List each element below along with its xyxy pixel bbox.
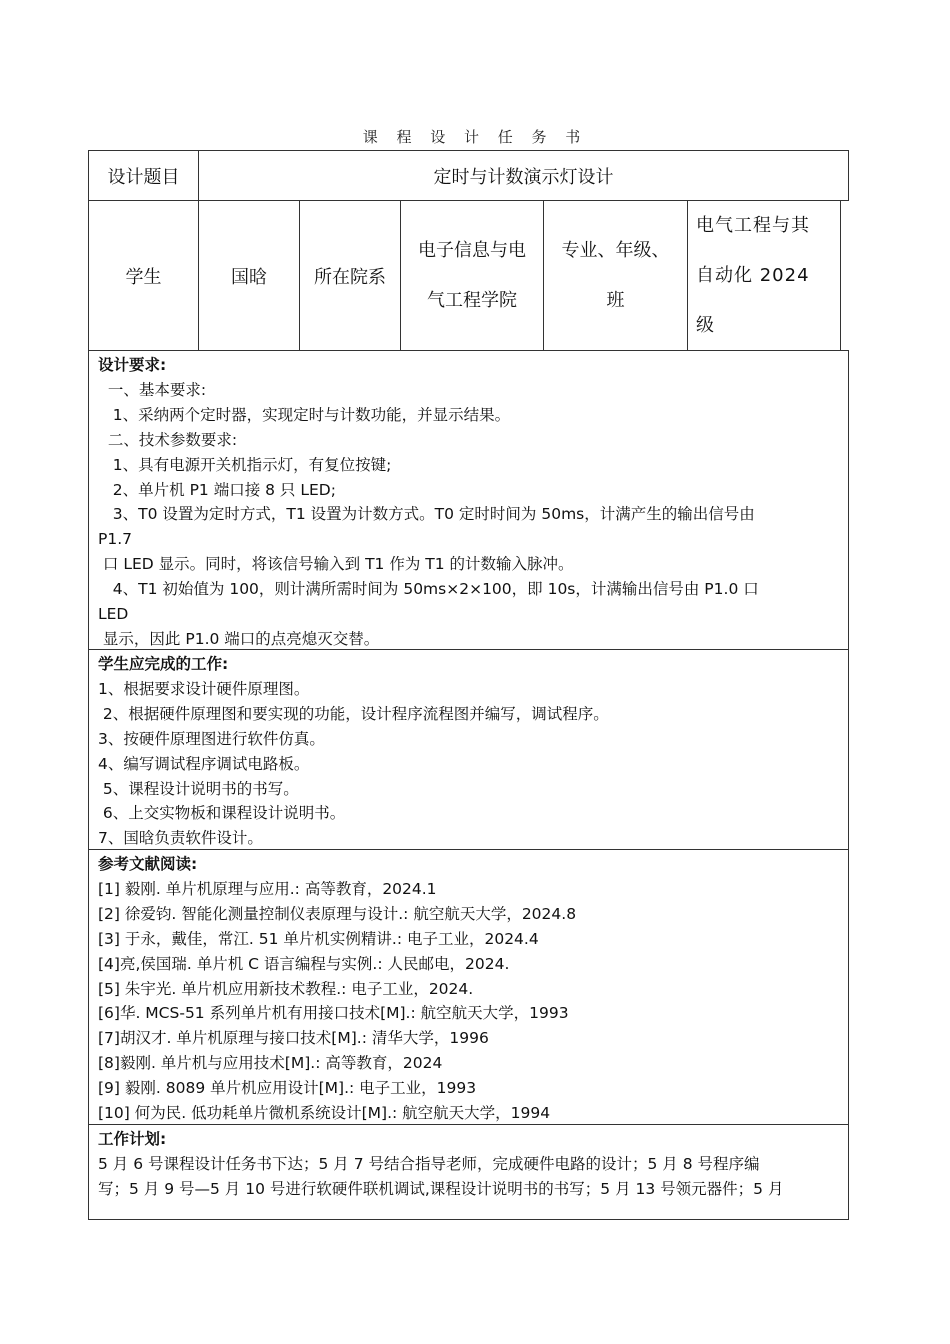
reference-item: [1] 毅刚. 单片机原理与应用.: 高等教育，2024.1 [98,879,437,898]
references-section [88,850,849,1125]
tasks-line: 2、根据硬件原理图和要实现的功能，设计程序流程图并编写，调试程序。 [98,704,609,723]
requirements-line: 二、技术参数要求: [98,430,238,449]
student-label: 学生 [89,201,199,350]
reference-item: [6]华. MCS-51 系列单片机有用接口技术[M].: 航空航天大学，1993 [98,1004,569,1023]
requirements-line: 一、基本要求: [98,380,207,399]
document-title: 课 程 设 计 任 务 书 [362,128,588,146]
requirements-line: 3、T0 设置为定时方式，T1 设置为计数方式。T0 定时时间为 50ms，计满产生的输出信号由 [98,505,755,524]
plan-section [88,1125,849,1220]
reference-item: [7]胡汉才. 单片机原理与接口技术[M].: 清华大学，1996 [98,1029,489,1048]
department-label: 所在院系 [300,201,401,350]
major-value-line2: 自动化 2024 [696,264,810,286]
plan-line: 写；5 月 9 号—5 月 10 号进行软硬件联机调试,课程设计说明书的书写；5 月 13 号领元器件；5 月 [98,1179,784,1198]
major-label [544,201,688,350]
tasks-line: 7、国晗负责软件设计。 [98,829,263,848]
requirements-line: 显示，因此 P1.0 端口的点亮熄灭交替。 [98,629,380,648]
reference-item: [10] 何为民. 低功耗单片微机系统设计[M].: 航空航天大学，1994 [98,1104,551,1123]
requirements-section [88,350,849,650]
reference-item: [4]亮,侯国瑞. 单片机 C 语言编程与实例.: 人民邮电，2024. [98,954,510,973]
major-value-line1: 电气工程与其 [696,214,810,236]
major-value [688,201,840,350]
design-title-label: 设计题目 [89,151,199,200]
plan-line: 5 月 6 号课程设计任务书下达；5 月 7 号结合指导老师，完成硬件电路的设计；5 月 8 号程序编 [98,1154,760,1173]
tasks-line: 5、课程设计说明书的书写。 [98,779,299,798]
tasks-line: 1、根据要求设计硬件原理图。 [98,679,310,698]
requirements-line: 1、具有电源开关机指示灯，有复位按键; [98,455,392,474]
reference-item: [9] 毅刚. 8089 单片机应用设计[M].: 电子工业，1993 [98,1079,477,1098]
reference-item: [2] 徐爱钧. 智能化测量控制仪表原理与设计.: 航空航天大学，2024.8 [98,904,577,923]
major-label-line1: 专业、年级、 [561,239,670,261]
requirements-line: LED [98,605,129,624]
major-value-line3: 级 [696,314,715,336]
design-title-value: 定时与计数演示灯设计 [433,166,614,188]
student-name: 国晗 [199,201,300,350]
references-heading: 参考文献阅读: [98,855,198,873]
reference-item: [5] 朱宇光. 单片机应用新技术教程.: 电子工业，2024. [98,979,474,998]
requirements-heading: 设计要求: [98,356,167,374]
department-value-line1: 电子信息与电 [418,239,526,261]
tasks-heading: 学生应完成的工作: [98,655,229,673]
title-row [88,150,849,201]
department-value [401,201,544,350]
tasks-line: 3、按硬件原理图进行软件仿真。 [98,729,325,748]
plan-heading: 工作计划: [98,1130,167,1148]
requirements-line: 2、单片机 P1 端口接 8 只 LED; [98,480,336,499]
tasks-line: 4、编写调试程序调试电路板。 [98,754,310,773]
tasks-section [88,650,849,850]
requirements-line: 4、T1 初始值为 100，则计满所需时间为 50ms×2×100，即 10s，计满输出信号由 P1.0 口 [98,580,759,599]
requirements-line: 口 LED 显示。同时，将该信号输入到 T1 作为 T1 的计数输入脉冲。 [98,555,574,574]
tasks-line: 6、上交实物板和课程设计说明书。 [98,804,346,823]
requirements-line: P1.7 [98,530,132,549]
reference-item: [8]毅刚. 单片机与应用技术[M].: 高等教育，2024 [98,1054,443,1073]
reference-item: [3] 于永，戴佳，常江. 51 单片机实例精讲.: 电子工业，2024.4 [98,929,539,948]
requirements-line: 1、采纳两个定时器，实现定时与计数功能，并显示结果。 [98,405,511,424]
department-value-line2: 气工程学院 [427,289,517,311]
major-label-line2: 班 [606,289,625,311]
student-info-row [88,200,841,351]
